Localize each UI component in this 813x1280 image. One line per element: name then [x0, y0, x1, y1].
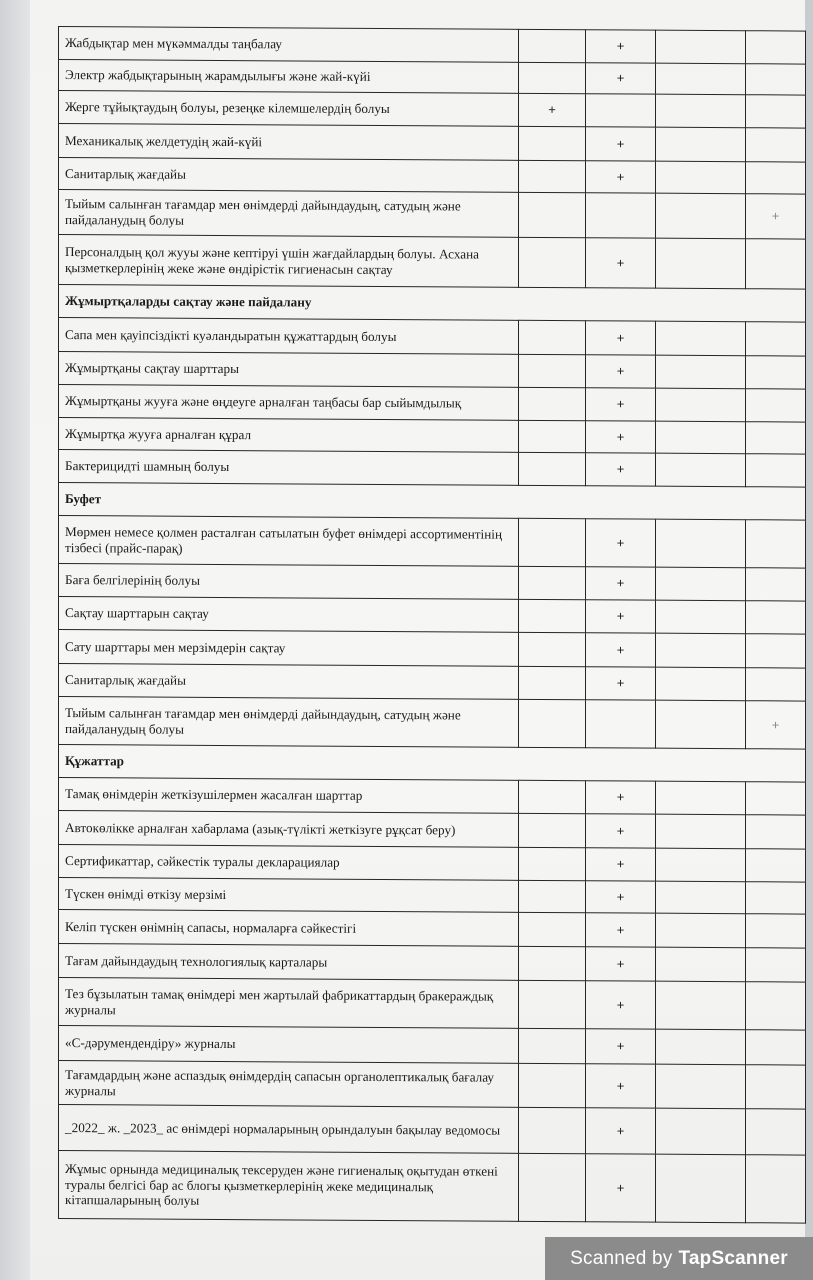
assessment-mark-cell: + — [586, 1154, 656, 1222]
section-title: Жұмыртқаларды сақтау және пайдалану — [59, 285, 806, 323]
assessment-mark-cell: + — [586, 567, 656, 600]
scanner-watermark — [545, 1237, 813, 1280]
assessment-mark-cell: + — [586, 1108, 656, 1154]
criterion-label: Механикалық желдетудің жай-күйі — [59, 124, 519, 161]
assessment-mark-cell — [656, 633, 746, 668]
assessment-mark-cell — [519, 420, 586, 452]
table-row — [59, 1151, 806, 1224]
criterion-label: Тамақ өнімдерін жеткізушілермен жасалған шарттар — [59, 778, 519, 814]
assessment-mark-cell — [746, 454, 806, 487]
assessment-mark-cell — [656, 1108, 746, 1155]
assessment-mark-cell — [519, 354, 586, 387]
table-row — [59, 878, 806, 915]
assessment-mark-cell — [519, 237, 586, 287]
assessment-mark-cell — [656, 63, 746, 95]
assessment-mark-cell — [519, 1153, 586, 1221]
assessment-mark-cell — [656, 193, 746, 239]
assessment-mark-cell — [746, 568, 806, 601]
assessment-mark-cell — [656, 700, 746, 749]
assessment-mark-cell — [656, 814, 746, 849]
table-row — [59, 1105, 806, 1156]
criterion-label: Тез бұзылатын тамақ өнімдері мен жартылай фабрикаттардың бракераждық журналы — [59, 978, 519, 1029]
assessment-mark-cell — [656, 238, 746, 289]
table-row — [59, 318, 806, 357]
assessment-mark-cell: + — [586, 30, 656, 63]
section-header-row — [59, 483, 806, 521]
assessment-mark-cell — [519, 1107, 586, 1153]
criterion-label: Жерге тұйықтаудың болуы, резеңке кілемшелердің болуы — [59, 91, 519, 127]
assessment-mark-cell — [586, 94, 656, 127]
inspection-checklist-table — [58, 26, 806, 1224]
assessment-mark-cell — [656, 519, 746, 568]
assessment-mark-cell — [746, 95, 806, 128]
table-row — [59, 597, 806, 635]
assessment-mark-cell: + — [519, 93, 586, 126]
table-row — [59, 60, 806, 96]
assessment-mark-cell — [656, 421, 746, 454]
assessment-mark-cell — [656, 1029, 746, 1065]
assessment-mark-cell: + — [586, 848, 656, 881]
table-row — [59, 664, 806, 702]
assessment-mark-cell — [519, 780, 586, 813]
criterion-label: _2022_ ж. _2023_ ас өнімдері нормаларының орындалуын бақылау ведомосы — [59, 1105, 519, 1154]
assessment-mark-cell — [656, 161, 746, 194]
criterion-label: Сату шарттары мен мерзімдерін сақтау — [59, 630, 519, 667]
table-row — [59, 91, 806, 129]
assessment-mark-cell — [519, 29, 586, 62]
assessment-mark-cell: + — [586, 161, 656, 193]
table-row — [59, 516, 806, 569]
assessment-mark-cell: + — [586, 519, 656, 567]
assessment-mark-cell — [746, 520, 806, 568]
assessment-mark-cell — [519, 599, 586, 632]
assessment-mark-cell — [519, 699, 586, 747]
assessment-mark-cell: + — [586, 388, 656, 421]
assessment-mark-cell: + — [586, 453, 656, 486]
assessment-mark-cell — [519, 160, 586, 192]
criterion-label: Жұмыс орнында медициналық тексеруден және гигиеналық оқытудан өткені туралы белгісі бар ас блогы қызметкерлерінің жеке медициналық кітапшаларының болуы — [59, 1151, 519, 1222]
assessment-mark-cell: + — [586, 947, 656, 981]
criterion-label: Жұмыртқа жууға арналған құрал — [59, 418, 519, 453]
assessment-mark-cell — [519, 980, 586, 1028]
assessment-mark-cell — [656, 848, 746, 882]
assessment-mark-cell — [746, 31, 806, 64]
table-row — [59, 352, 806, 390]
assessment-mark-cell — [656, 453, 746, 487]
assessment-mark-cell — [656, 567, 746, 601]
assessment-mark-cell — [519, 387, 586, 420]
assessment-mark-cell — [656, 781, 746, 815]
assessment-mark-cell — [746, 128, 806, 162]
section-header-row — [59, 285, 806, 323]
assessment-mark-cell — [656, 1064, 746, 1109]
assessment-mark-cell — [746, 389, 806, 422]
criterion-label: Түскен өнімді өткізу мерзімі — [59, 878, 519, 913]
assessment-mark-cell — [519, 632, 586, 666]
criterion-label: Жұмыртқаны сақтау шарттары — [59, 352, 519, 388]
criterion-label: Баға белгілерінің болуы — [59, 564, 519, 600]
table-row — [59, 978, 806, 1031]
assessment-mark-cell — [656, 30, 746, 64]
table-row — [59, 235, 806, 290]
criterion-label: Автокөлікке арналған хабарлама (азық-түлікті жеткізуге рұқсат беру) — [59, 811, 519, 848]
criterion-label: Тағамдардың және аспаздық өнімдердің сапасын органолептикалық бағалау журналы — [59, 1061, 519, 1108]
assessment-mark-cell — [519, 62, 586, 93]
assessment-mark-cell — [586, 193, 656, 238]
table-row — [59, 811, 806, 850]
table-row — [59, 450, 806, 488]
assessment-mark-cell — [519, 912, 586, 946]
table-row — [59, 630, 806, 669]
assessment-mark-cell — [746, 782, 806, 815]
assessment-mark-cell: + — [746, 701, 806, 749]
table-row — [59, 845, 806, 883]
assessment-mark-cell — [656, 388, 746, 422]
assessment-mark-cell — [746, 882, 806, 914]
assessment-mark-cell — [746, 1030, 806, 1065]
assessment-mark-cell: + — [586, 913, 656, 947]
assessment-mark-cell — [746, 668, 806, 701]
table-row — [59, 418, 806, 455]
assessment-mark-cell: + — [586, 781, 656, 814]
watermark-prefix: Scanned by — [570, 1247, 673, 1269]
assessment-mark-cell: + — [586, 633, 656, 667]
table-row — [59, 944, 806, 983]
criterion-label: Тыйым салынған тағамдар мен өнімдерді дайындаудың, сатудың және пайдаланудың болуы — [59, 190, 519, 238]
assessment-mark-cell — [746, 422, 806, 454]
table-row — [59, 564, 806, 602]
assessment-mark-cell — [519, 813, 586, 847]
assessment-mark-cell — [586, 700, 656, 748]
section-title: Буфет — [59, 483, 806, 521]
assessment-mark-cell: + — [586, 355, 656, 388]
criterion-label: Санитарлық жағдайы — [59, 158, 519, 193]
assessment-mark-cell — [519, 192, 586, 237]
assessment-mark-cell — [519, 1028, 586, 1063]
criterion-label: Сертификаттар, сәйкестік туралы декларациялар — [59, 845, 519, 881]
assessment-mark-cell — [746, 914, 806, 948]
assessment-mark-cell — [519, 666, 586, 699]
assessment-mark-cell — [746, 162, 806, 194]
criterion-label: Персоналдың қол жууы және кептіруі үшін жағдайлардың болуы. Асхана қызметкерлерінің жеке және өндірістік гигиенасын сақтау — [59, 235, 519, 288]
assessment-mark-cell: + — [586, 600, 656, 633]
criterion-label: «С-дәрумендендіру» журналы — [59, 1026, 519, 1064]
scan-edge — [805, 0, 813, 1280]
assessment-mark-cell — [519, 320, 586, 354]
assessment-mark-cell: + — [586, 421, 656, 453]
assessment-mark-cell — [746, 1109, 806, 1155]
assessment-mark-cell — [519, 126, 586, 160]
criterion-label: Сақтау шарттарын сақтау — [59, 597, 519, 633]
assessment-mark-cell — [519, 946, 586, 980]
assessment-mark-cell: + — [586, 321, 656, 355]
criterion-label: Келіп түскен өнімнің сапасы, нормаларға сәйкестігі — [59, 910, 519, 947]
assessment-mark-cell — [746, 948, 806, 982]
assessment-mark-cell: + — [586, 1064, 656, 1108]
section-title: Құжаттар — [59, 745, 806, 783]
table-row — [59, 697, 806, 750]
assessment-mark-cell: + — [586, 1029, 656, 1064]
assessment-mark-cell — [656, 947, 746, 982]
assessment-mark-cell — [746, 1065, 806, 1109]
assessment-mark-cell — [746, 239, 806, 289]
assessment-mark-cell: + — [586, 667, 656, 700]
criterion-label: Сапа мен қауіпсіздікті куәландыратын құжаттардың болуы — [59, 318, 519, 355]
criterion-label: Жұмыртқаны жууға және өңдеуге арналған таңбасы бар сыйымдылық — [59, 385, 519, 421]
assessment-mark-cell — [746, 64, 806, 95]
assessment-mark-cell — [519, 452, 586, 485]
table-row — [59, 385, 806, 423]
assessment-mark-cell — [746, 982, 806, 1030]
assessment-mark-cell — [746, 356, 806, 389]
criterion-label: Санитарлық жағдайы — [59, 664, 519, 700]
watermark-brand: TapScanner — [678, 1247, 788, 1269]
assessment-mark-cell — [519, 847, 586, 880]
assessment-mark-cell — [519, 566, 586, 599]
table-row — [59, 910, 806, 949]
assessment-mark-cell: + — [586, 238, 656, 288]
criterion-label: Тыйым салынған тағамдар мен өнімдерді дайындаудың, сатудың және пайдаланудың болуы — [59, 697, 519, 748]
assessment-mark-cell: + — [586, 981, 656, 1029]
table-row — [59, 158, 806, 195]
assessment-mark-cell — [746, 815, 806, 849]
criterion-label: Тағам дайындаудың технологиялық карталары — [59, 944, 519, 981]
table-row — [59, 27, 806, 65]
assessment-mark-cell — [746, 322, 806, 356]
assessment-mark-cell: + — [586, 881, 656, 913]
assessment-mark-cell — [656, 127, 746, 162]
assessment-mark-cell — [656, 1154, 746, 1223]
section-header-row — [59, 745, 806, 783]
table-row — [59, 1061, 806, 1110]
criterion-label: Электр жабдықтарының жарамдылығы және жай-күйі — [59, 60, 519, 94]
table-row — [59, 778, 806, 816]
assessment-mark-cell — [656, 913, 746, 948]
assessment-mark-cell — [519, 518, 586, 566]
criterion-label: Мөрмен немесе қолмен расталған сатылатын буфет өнімдері ассортиментінің тізбесі (прайс-парақ) — [59, 516, 519, 567]
assessment-mark-cell — [746, 849, 806, 882]
assessment-mark-cell — [746, 601, 806, 634]
table-row — [59, 1026, 806, 1066]
assessment-mark-cell: + — [746, 194, 806, 239]
scan-margin — [0, 0, 30, 1280]
assessment-mark-cell — [519, 1063, 586, 1107]
assessment-mark-cell — [656, 600, 746, 634]
assessment-mark-cell — [519, 880, 586, 912]
assessment-mark-cell — [656, 667, 746, 701]
assessment-mark-cell — [656, 94, 746, 128]
assessment-mark-cell: + — [586, 127, 656, 161]
assessment-mark-cell — [746, 1155, 806, 1223]
criterion-label: Жабдықтар мен мүкәммалды таңбалау — [59, 27, 519, 63]
assessment-mark-cell — [656, 355, 746, 389]
assessment-mark-cell: + — [586, 814, 656, 848]
criterion-label: Бактерицидті шамның болуы — [59, 450, 519, 486]
table-row — [59, 124, 806, 163]
assessment-mark-cell: + — [586, 63, 656, 94]
table-row — [59, 190, 806, 240]
assessment-mark-cell — [746, 634, 806, 668]
assessment-mark-cell — [656, 881, 746, 914]
assessment-mark-cell — [656, 321, 746, 356]
assessment-mark-cell — [656, 981, 746, 1030]
